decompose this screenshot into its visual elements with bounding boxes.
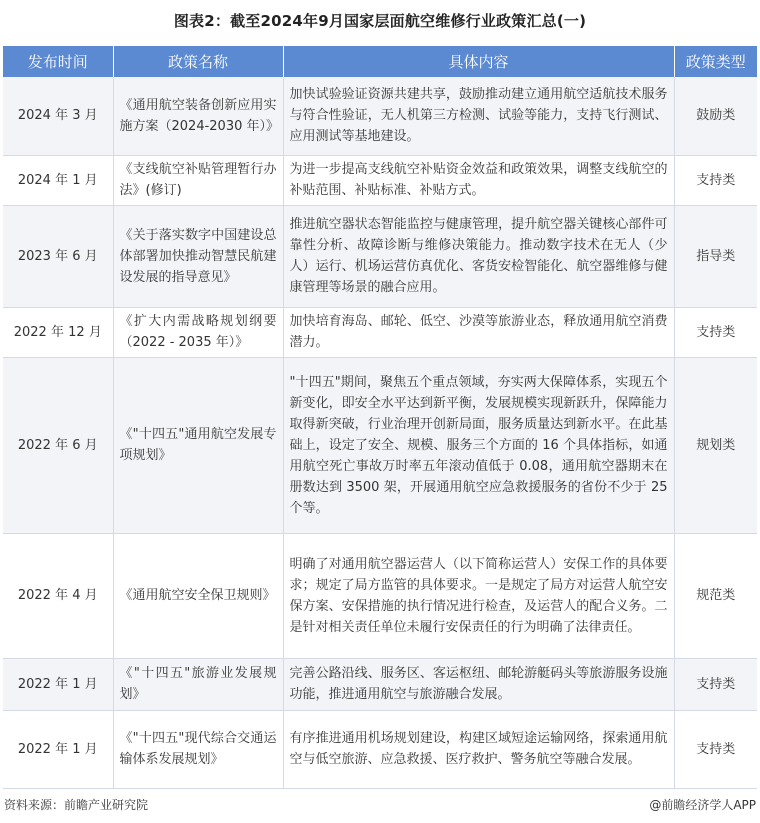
figure-title: 图表2：截至2024年9月国家层面航空维修行业政策汇总(一) (173, 12, 587, 30)
cell-content: "十四五"期间，聚焦五个重点领域，夯实两大保障体系，实现五个新变化，即安全水平达到新平衡，发展规模实现新跃升，保障能力取得新突破，行业治理开创新局面，服务质量达到新水平。在此基础上，设定了安全、规模、服务三个方面的 16 个具体指标，如通用航空死亡事故万时率五年滚动值低于 0.08，通用航空器期末在册数达到 3500 架，开展通用航空应急救援服务的省份不少于 25 个等。 (283, 357, 674, 533)
table-row (3, 533, 757, 658)
table-row (3, 658, 757, 710)
cell-date: 2024 年 3 月 (3, 77, 113, 155)
table-row (3, 77, 757, 155)
cell-policy-type: 规划类 (674, 357, 757, 533)
cell-content: 完善公路沿线、服务区、客运枢纽、邮轮游艇码头等旅游服务设施功能，推进通用航空与旅游融合发展。 (283, 658, 674, 710)
cell-content: 推进航空器状态智能监控与健康管理，提升航空器关键核心部件可靠性分析、故障诊断与维修决策能力。推动数字技术在无人（少人）运行、机场运营仿真优化、客货安检智能化、航空器维修与健康管理等场景的融合应用。 (283, 205, 674, 307)
cell-policy-name: 《"十四五"旅游业发展规划》 (113, 658, 283, 710)
cell-policy-type: 支持类 (674, 710, 757, 788)
cell-policy-type: 支持类 (674, 658, 757, 710)
cell-date: 2022 年 4 月 (3, 533, 113, 658)
cell-policy-name: 《"十四五"通用航空发展专项规划》 (113, 357, 283, 533)
cell-date: 2022 年 1 月 (3, 658, 113, 710)
credit-note: @前瞻经济学人APP (649, 798, 756, 812)
cell-date: 2022 年 6 月 (3, 357, 113, 533)
cell-policy-name: 《扩大内需战略规划纲要（2022 - 2035 年）》 (113, 307, 283, 357)
cell-date: 2024 年 1 月 (3, 155, 113, 205)
source-note: 资料来源：前瞻产业研究院 (4, 798, 149, 812)
cell-content: 有序推进通用机场规划建设，构建区域短途运输网络，探索通用航空与低空旅游、应急救援、医疗救护、警务航空等融合发展。 (283, 710, 674, 788)
cell-policy-name: 《"十四五"现代综合交通运输体系发展规划》 (113, 710, 283, 788)
table-row (3, 307, 757, 357)
header-content: 具体内容 (283, 46, 674, 77)
cell-policy-type: 支持类 (674, 307, 757, 357)
cell-date: 2022 年 1 月 (3, 710, 113, 788)
cell-policy-name: 《通用航空安全保卫规则》 (113, 533, 283, 658)
header-policy-name: 政策名称 (113, 46, 283, 77)
cell-policy-name: 《通用航空装备创新应用实施方案（2024-2030 年）》 (113, 77, 283, 155)
cell-policy-type: 支持类 (674, 155, 757, 205)
table-row (3, 155, 757, 205)
table-header-row (3, 46, 757, 77)
cell-content: 加快培育海岛、邮轮、低空、沙漠等旅游业态，释放通用航空消费潜力。 (283, 307, 674, 357)
cell-policy-type: 规范类 (674, 533, 757, 658)
cell-policy-name: 《关于落实数字中国建设总体部署加快推动智慧民航建设发展的指导意见》 (113, 205, 283, 307)
cell-date: 2023 年 6 月 (3, 205, 113, 307)
cell-policy-type: 鼓励类 (674, 77, 757, 155)
table-row (3, 357, 757, 533)
header-date: 发布时间 (3, 46, 113, 77)
cell-content: 加快试验验证资源共建共享，鼓励推动建立通用航空适航技术服务与符合性验证，无人机第三方检测、试验等能力，支持飞行测试、应用测试等基地建设。 (283, 77, 674, 155)
cell-policy-type: 指导类 (674, 205, 757, 307)
cell-policy-name: 《支线航空补贴管理暂行办法》(修订) (113, 155, 283, 205)
cell-content: 为进一步提高支线航空补贴资金效益和政策效果，调整支线航空的补贴范围、补贴标准、补贴方式。 (283, 155, 674, 205)
cell-content: 明确了对通用航空器运营人（以下简称运营人）安保工作的具体要求；规定了局方监管的具体要求。一是规定了局方对运营人航空安保方案、安保措施的执行情况进行检查，及运营人的配合义务。二是针对相关责任单位未履行安保责任的行为明确了法律责任。 (283, 533, 674, 658)
header-policy-type: 政策类型 (674, 46, 757, 77)
table-row (3, 205, 757, 307)
policy-table (3, 46, 757, 789)
table-row (3, 710, 757, 788)
cell-date: 2022 年 12 月 (3, 307, 113, 357)
